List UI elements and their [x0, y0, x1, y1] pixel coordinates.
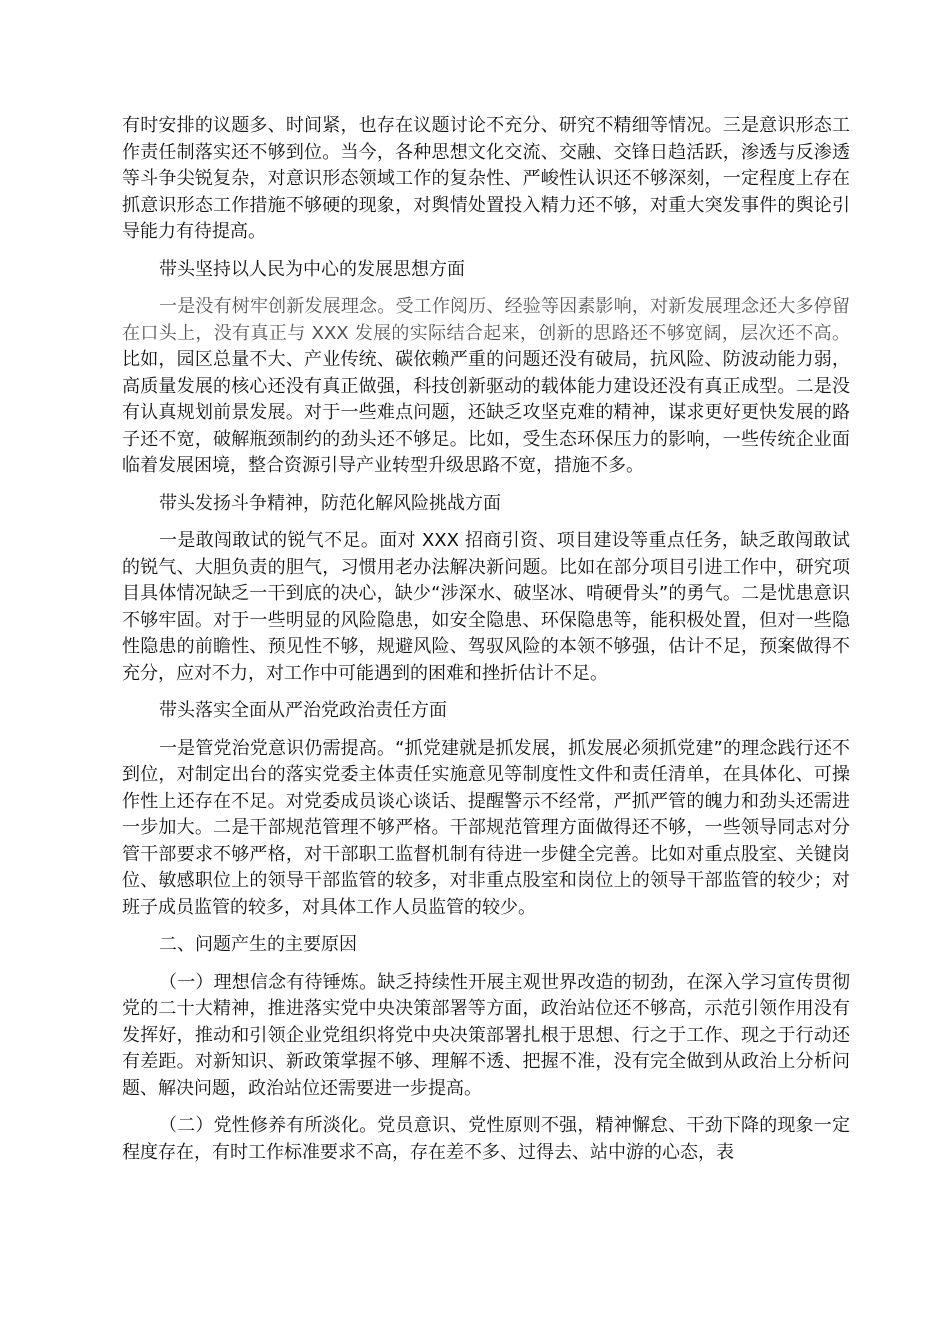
paragraph-party-spirit: （二）党性修养有所淡化。党员意识、党性原则不强，精神懈怠、干劲下降的现象一定程度存在，有时工作标准要求不高，存在差不多、过得去、站中游的心态，表	[122, 1115, 850, 1163]
document-body	[122, 113, 850, 1177]
paragraph-innovation-grey-text: 一是没有树牢创新发展理念。受工作阅历、经验等因素影响，对新发展理念还大多停留在口头上，没有真正与 XXX 发展的实际结合起来，创新的思路还不够宽阔，层次还不高。	[122, 296, 850, 344]
paragraph-courage: 一是敢闯敢试的锐气不足。面对 XXX 招商引资、项目建设等重点任务，缺乏敢闯敢试的锐气、大胆负责的胆气，习惯用老办法解决新问题。比如在部分项目引进工作中，研究项目具体情况缺乏一干到底的决心，缺少“涉深水、破坚冰、啃硬骨头”的勇气。二是忧患意识不够牢固。对于一些明显的风险隐患，如安全隐患、环保隐患等，能积极处置，但对一些隐性隐患的前瞻性、预见性不够，规避风险、驾驭风险的本领不够强，估计不足，预案做得不充分，应对不力，对工作中可能遇到的困难和挫折估计不足。	[122, 530, 850, 684]
section-heading-main-causes: 二、问题产生的主要原因	[159, 934, 357, 955]
paragraph-party-management: 一是管党治党意识仍需提高。“抓党建就是抓发展，抓发展必须抓党建”的理念践行还不到位，对制定出台的落实党委主体责任实施意见等制度性文件和责任清单，在具体化、可操作性上还存在不足。对党委成员谈心谈话、提醒警示不经常，严抓严管的魄力和劲头还需进一步加大。二是干部规范管理不够严格。干部规范管理方面做得还不够，一些领导同志对分管干部要求不够严格，对干部职工监督机制有待进一步健全完善。比如对重点股室、关键岗位、敏感职位上的领导干部监管的较多，对非重点股室和岗位上的领导干部监管的较少；对班子成员监管的较多，对具体工作人员监管的较少。	[122, 737, 850, 918]
paragraph-intro-continuation: 有时安排的议题多、时间紧，也存在议题讨论不充分、研究不精细等情况。三是意识形态工作责任制落实还不够到位。当今，各种思想文化交流、交融、交锋日趋活跃，渗透与反渗透等斗争尖锐复杂，对意识形态领域工作的复杂性、严峻性认识还不够深刻，一定程度上存在抓意识形态工作措施不够硬的现象，对舆情处置投入精力还不够，对重大突发事件的舆论引导能力有待提高。	[122, 115, 850, 242]
paragraph-innovation-text: 比如，园区总量不大、产业传统、碳依赖严重的问题还没有破局，抗风险、防波动能力弱，高质量发展的核心还没有真正做强，科技创新驱动的载体能力建设还没有真正成型。二是没有认真规划前景发展。对于一些难点问题，还缺乏攻坚克难的精神，谋求更好更快发展的路子还不宽，破解瓶颈制约的劲头还不够足。比如，受生态环保压力的影响，一些传统企业面临着发展困境，整合资源引导产业转型升级思路不宽，措施不多。	[122, 349, 850, 476]
paragraph-ideals-beliefs: （一）理想信念有待锤炼。缺乏持续性开展主观世界改造的韧劲，在深入学习宣传贯彻党的二十大精神，推进落实党中央决策部署等方面，政治站位还不够高，示范引领作用没有发挥好，推动和引领企业党组织将党中央决策部署扎根于思想、行之于工作、现之于行动还有差距。对新知识、新政策掌握不够、理解不透、把握不准，没有完全做到从政治上分析问题、解决问题，政治站位还需要进一步提高。	[122, 971, 850, 1099]
paragraph-innovation	[122, 294, 850, 480]
section-heading-party-governance: 带头落实全面从严治党政治责任方面	[159, 700, 447, 721]
section-heading-struggle-spirit: 带头发扬斗争精神，防范化解风险挑战方面	[159, 492, 501, 514]
section-heading-people-centered: 带头坚持以人民为中心的发展思想方面	[159, 258, 465, 280]
